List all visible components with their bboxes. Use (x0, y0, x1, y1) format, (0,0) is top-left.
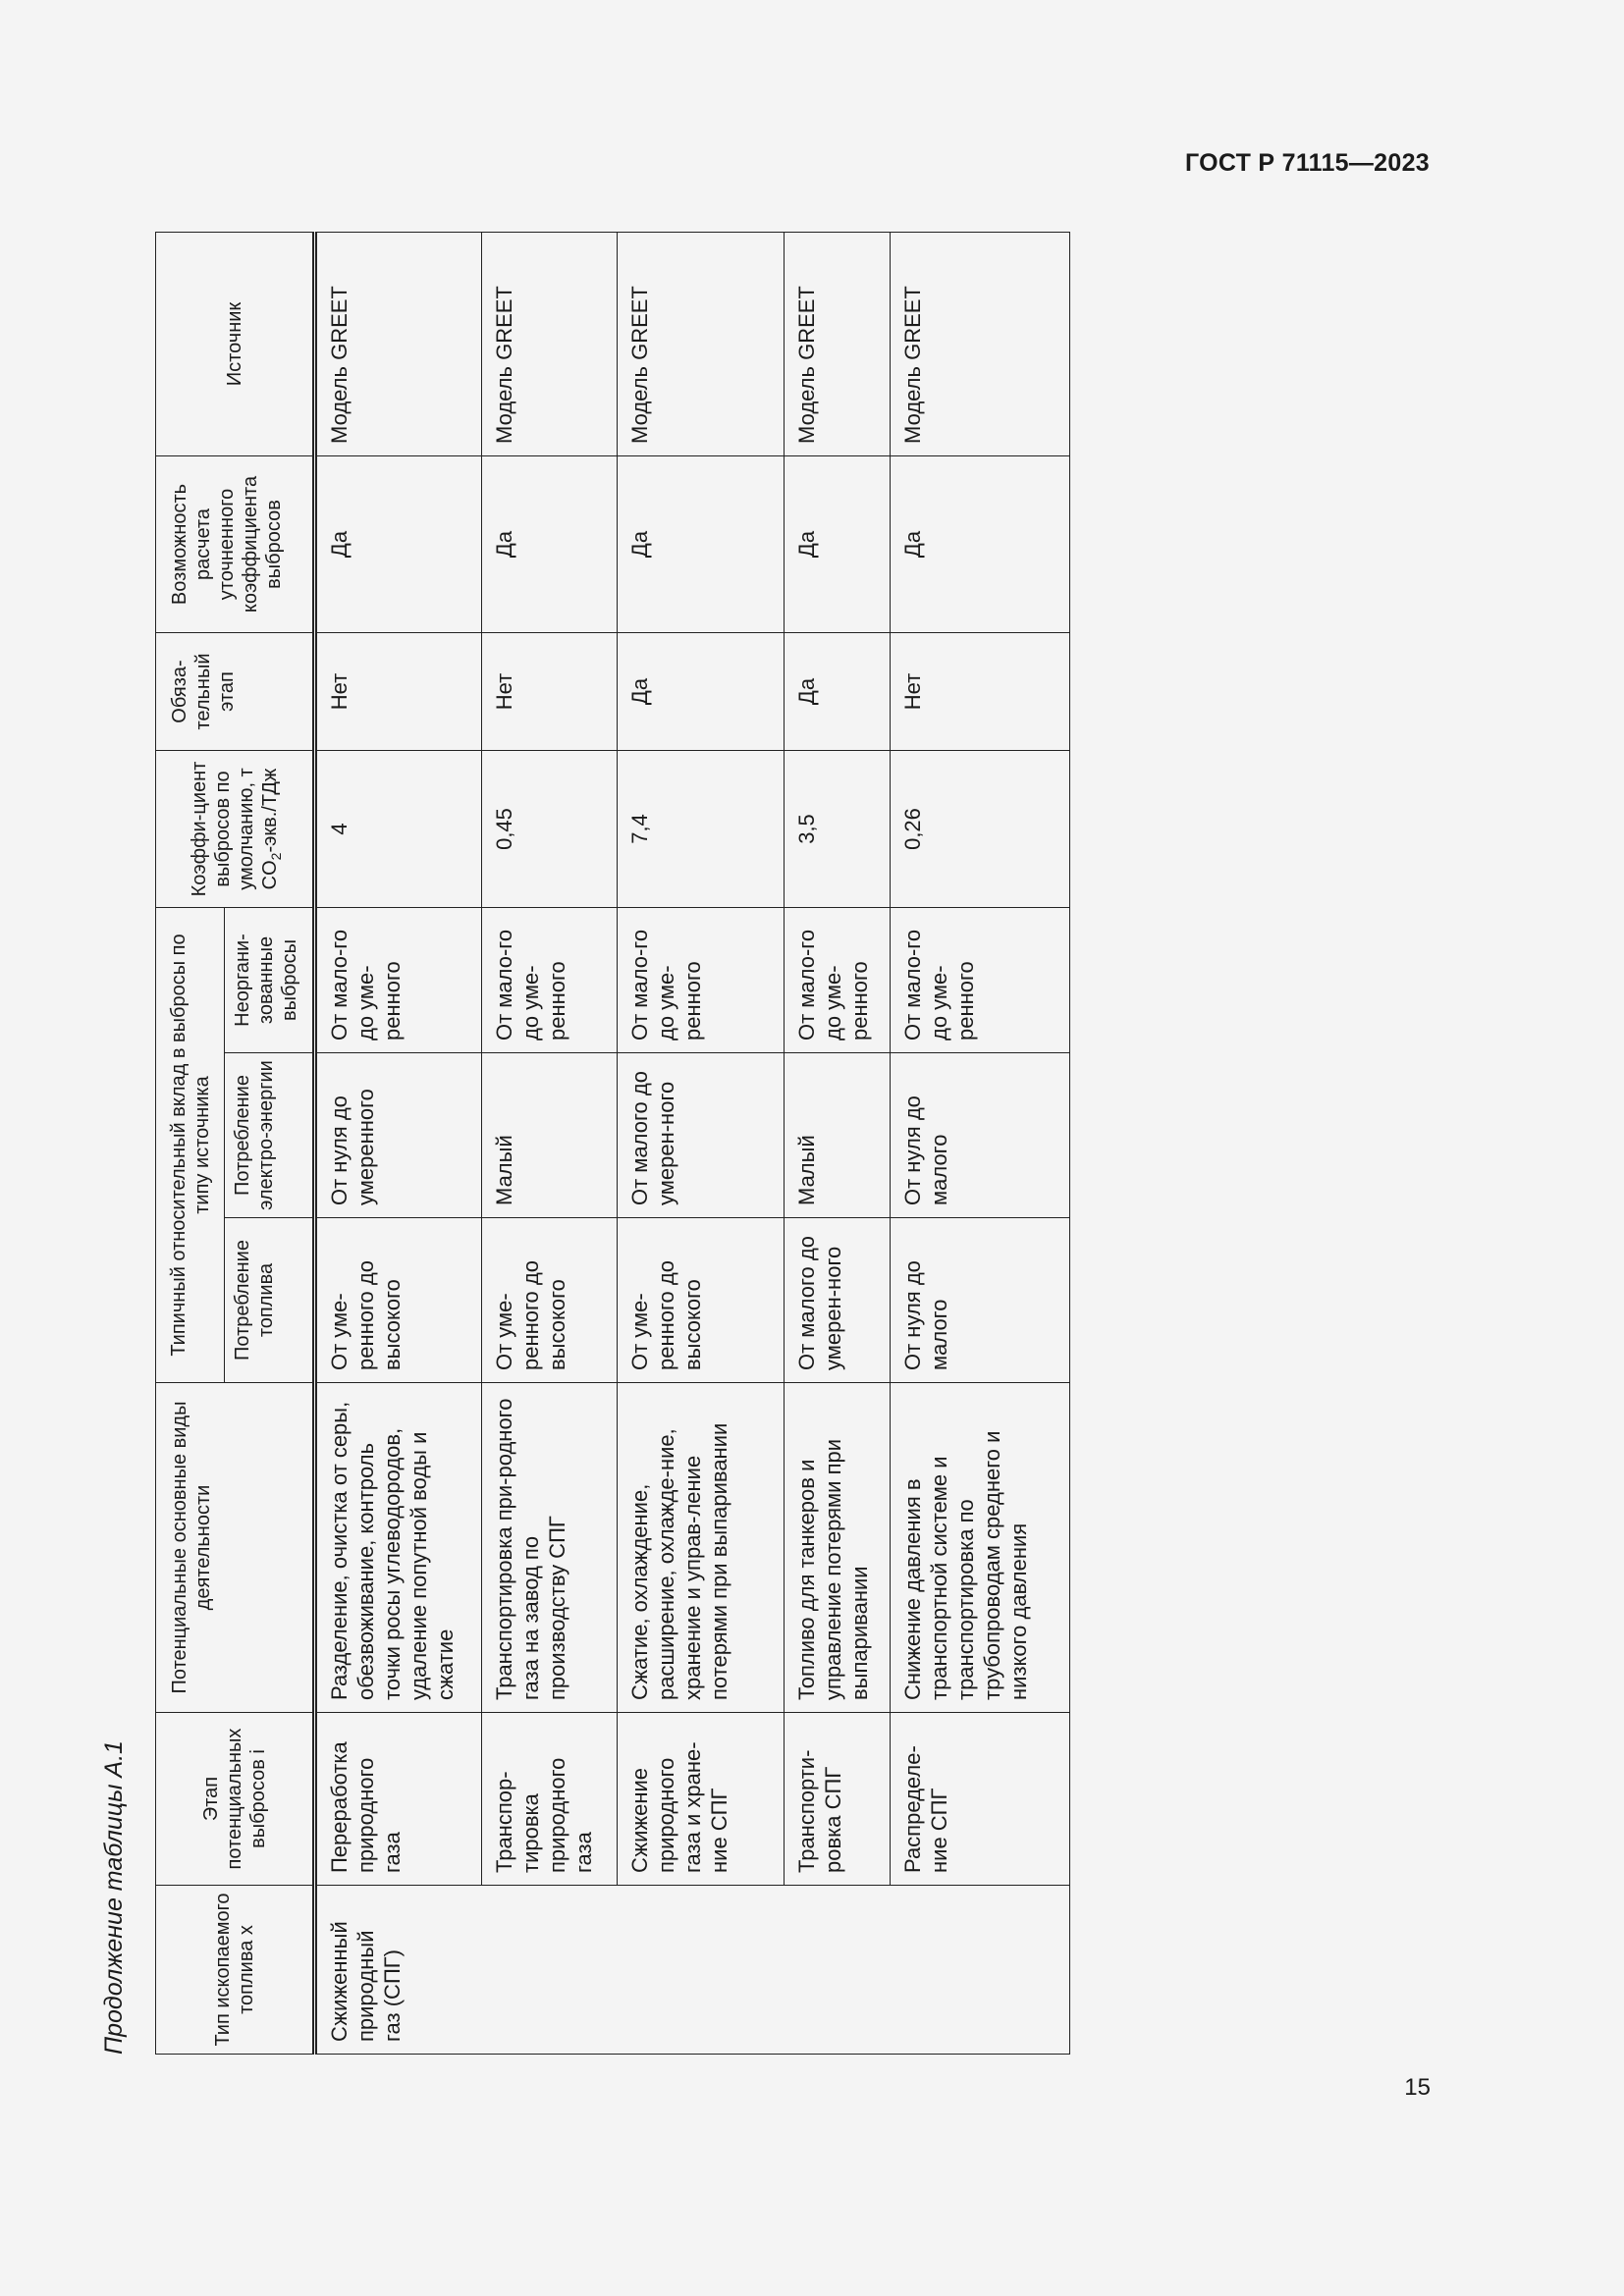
cell-mandatory: Нет (315, 633, 482, 751)
cell-activities: Топливо для танкеров и управление потерями при выпаривании (785, 1383, 891, 1713)
header-contribution-group: Типичный относительный вклад в выбросы по типу источника (156, 908, 225, 1383)
cell-fugitive: От мало-го до уме-ренного (618, 908, 785, 1053)
cell-fugitive: От мало-го до уме-ренного (891, 908, 1070, 1053)
cell-source: Модель GREET (618, 233, 785, 456)
header-mandatory: Обяза-тельный этап (156, 633, 315, 751)
cell-refinement: Да (785, 456, 891, 633)
header-stage: Этап потенциальных выбросов i (156, 1713, 315, 1886)
cell-electricity: От малого до умерен-ного (618, 1053, 785, 1218)
cell-mandatory: Да (618, 633, 785, 751)
cell-electricity: Малый (482, 1053, 618, 1218)
cell-stage: Распределе-ние СПГ (891, 1713, 1070, 1886)
header-fugitive: Неоргани-зованные выбросы (225, 908, 315, 1053)
table-row (315, 233, 482, 2055)
standard-code: ГОСТ Р 71115—2023 (1184, 149, 1430, 177)
cell-stage: Транспорти-ровка СПГ (785, 1713, 891, 1886)
cell-coefficient: 0,45 (482, 751, 618, 908)
cell-activities: Сжатие, охлаждение, расширение, охлажде-ние, хранение и управ-ление потерями при выпаривании (618, 1383, 785, 1713)
cell-fuel: От уме-ренного до высокого (315, 1218, 482, 1383)
cell-mandatory: Нет (891, 633, 1070, 751)
cell-mandatory: Нет (482, 633, 618, 751)
cell-coefficient: 4 (315, 751, 482, 908)
cell-fugitive: От мало-го до уме-ренного (315, 908, 482, 1053)
cell-coefficient: 3,5 (785, 751, 891, 908)
header-activities: Потенциальные основные виды деятельности (156, 1383, 315, 1713)
cell-mandatory: Да (785, 633, 891, 751)
header-fuel-type: Тип ископаемого топлива x (156, 1886, 315, 2055)
table-row (618, 233, 785, 2055)
table-row (482, 233, 618, 2055)
table-row (785, 233, 891, 2055)
cell-electricity: Малый (785, 1053, 891, 1218)
header-refinement: Возможность расчета уточненного коэффициента выбросов (156, 456, 315, 633)
cell-fuel-type: Сжиженный природный газ (СПГ) (315, 1886, 1070, 2055)
header-electricity-consumption: Потребление электро-энергии (225, 1053, 315, 1218)
rotated-table-container (155, 233, 1070, 2055)
cell-fuel: От малого до умерен-ного (785, 1218, 891, 1383)
header-coefficient-suffix: -экв./ТДж (258, 768, 281, 853)
cell-activities: Транспортировка при-родного газа на завод по производству СПГ (482, 1383, 618, 1713)
header-coefficient-sub: 2 (267, 852, 284, 861)
cell-source: Модель GREET (315, 233, 482, 456)
cell-refinement: Да (315, 456, 482, 633)
cell-stage: Переработка природного газа (315, 1713, 482, 1886)
cell-fugitive: От мало-го до уме-ренного (482, 908, 618, 1053)
cell-fuel: От уме-ренного до высокого (618, 1218, 785, 1383)
cell-fuel: От нуля до малого (891, 1218, 1070, 1383)
page-number: 15 (1404, 2074, 1431, 2101)
header-fuel-consumption: Потребление топлива (225, 1218, 315, 1383)
table-row (891, 233, 1070, 2055)
cell-source: Модель GREET (785, 233, 891, 456)
cell-refinement: Да (891, 456, 1070, 633)
emissions-table (155, 232, 1070, 2055)
cell-activities: Снижение давления в транспортной системе и транспортировка по трубопроводам среднего и низкого давления (891, 1383, 1070, 1713)
cell-refinement: Да (482, 456, 618, 633)
cell-stage: Сжижение природного газа и хране-ние СПГ (618, 1713, 785, 1886)
cell-source: Модель GREET (891, 233, 1070, 456)
cell-electricity: От нуля до малого (891, 1053, 1070, 1218)
cell-activities: Разделение, очистка от серы, обезвоживание, контроль точки росы углеводородов, удаление попутной воды и сжатие (315, 1383, 482, 1713)
cell-coefficient: 7,4 (618, 751, 785, 908)
cell-coefficient: 0,26 (891, 751, 1070, 908)
header-source: Источник (156, 233, 315, 456)
header-coefficient-prefix: Коэффи-циент выбросов по умолчанию, т CO (188, 761, 281, 897)
header-coefficient (156, 751, 315, 908)
cell-stage: Транспор-тировка природного газа (482, 1713, 618, 1886)
cell-fuel: От уме-ренного до высокого (482, 1218, 618, 1383)
cell-source: Модель GREET (482, 233, 618, 456)
table-caption: Продолжение таблицы А.1 (100, 1740, 128, 2055)
cell-fugitive: От мало-го до уме-ренного (785, 908, 891, 1053)
cell-refinement: Да (618, 456, 785, 633)
cell-electricity: От нуля до умеренного (315, 1053, 482, 1218)
